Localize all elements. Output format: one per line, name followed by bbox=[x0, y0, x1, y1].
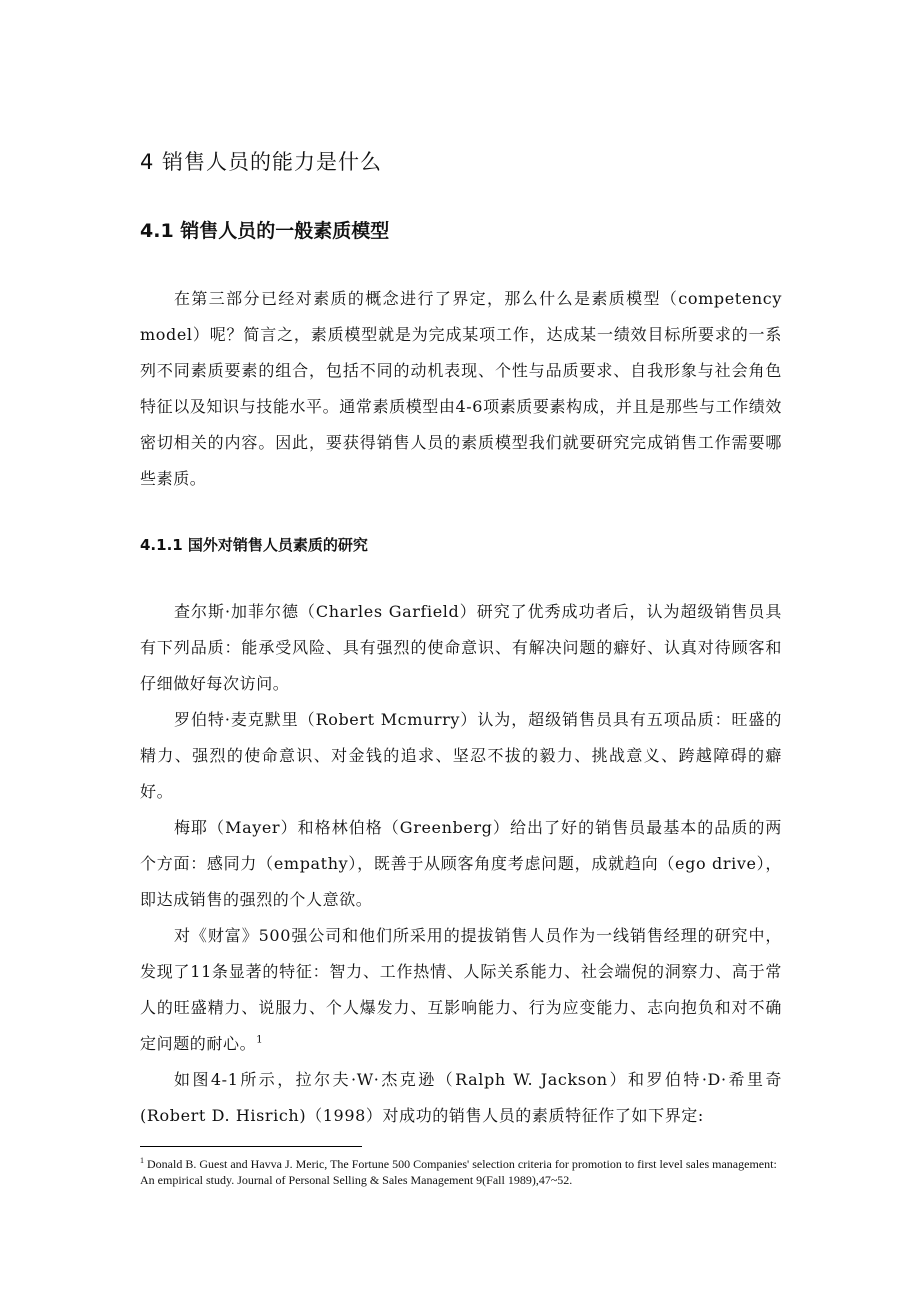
footnote-reference[interactable]: 1 bbox=[256, 1034, 264, 1046]
body-paragraph-6: 如图4-1所示，拉尔夫·W·杰克逊（Ralph W. Jackson）和罗伯特·D·希里奇(Robert D. Hisrich)（1998）对成功的销售人员的素质特征作了如下界定: bbox=[140, 1070, 782, 1125]
body-paragraph-1: 在第三部分已经对素质的概念进行了界定，那么什么是素质模型（competency model）呢？简言之，素质模型就是为完成某项工作，达成某一绩效目标所要求的一系列不同素质要素的组合，包括不同的动机表现、个性与品质要求、自我形象与社会角色特征以及知识与技能水平。通常素质模型由4-6项素质要素构成，并且是那些与工作绩效密切相关的内容。因此，要获得销售人员的素质模型我们就要研究完成销售工作需要哪些素质。 bbox=[140, 289, 782, 488]
chapter-heading: 4 销售人员的能力是什么 bbox=[140, 150, 383, 174]
section-heading: 4.1 销售人员的一般素质模型 bbox=[140, 220, 390, 242]
footnote-text: Donald B. Guest and Havva J. Meric, The Fortune 500 Companies' selection criteria for promotion to first level sales management: An empirical study. Journal of Personal Selling & Sales Management 9(Fall 1989),47~52. bbox=[140, 1157, 777, 1187]
footnote bbox=[140, 1156, 785, 1188]
body-paragraph-2: 查尔斯·加菲尔德（Charles Garfield）研究了优秀成功者后，认为超级销售员具有下列品质：能承受风险、具有强烈的使命意识、有解决问题的癖好、认真对待顾客和仔细做好每次访问。 bbox=[140, 602, 782, 693]
footnote-marker: 1 bbox=[140, 1156, 144, 1165]
subsection-heading: 4.1.1 国外对销售人员素质的研究 bbox=[140, 536, 368, 554]
body-paragraph-5-text: 对《财富》500强公司和他们所采用的提拔销售人员作为一线销售经理的研究中，发现了11条显著的特征：智力、工作热情、人际关系能力、社会端倪的洞察力、高于常人的旺盛精力、说服力、个人爆发力、互影响能力、行为应变能力、志向抱负和对不确定问题的耐心。 bbox=[140, 926, 782, 1053]
body-paragraph-4: 梅耶（Mayer）和格林伯格（Greenberg）给出了好的销售员最基本的品质的两个方面：感同力（empathy），既善于从顾客角度考虑问题，成就趋向（ego drive），即达成销售的强烈的个人意欲。 bbox=[140, 818, 782, 909]
body-paragraph-5 bbox=[140, 918, 782, 1062]
footnote-divider bbox=[140, 1146, 362, 1147]
body-paragraph-3: 罗伯特·麦克默里（Robert Mcmurry）认为，超级销售员具有五项品质：旺盛的精力、强烈的使命意识、对金钱的追求、坚忍不拔的毅力、挑战意义、跨越障碍的癖好。 bbox=[140, 710, 782, 801]
